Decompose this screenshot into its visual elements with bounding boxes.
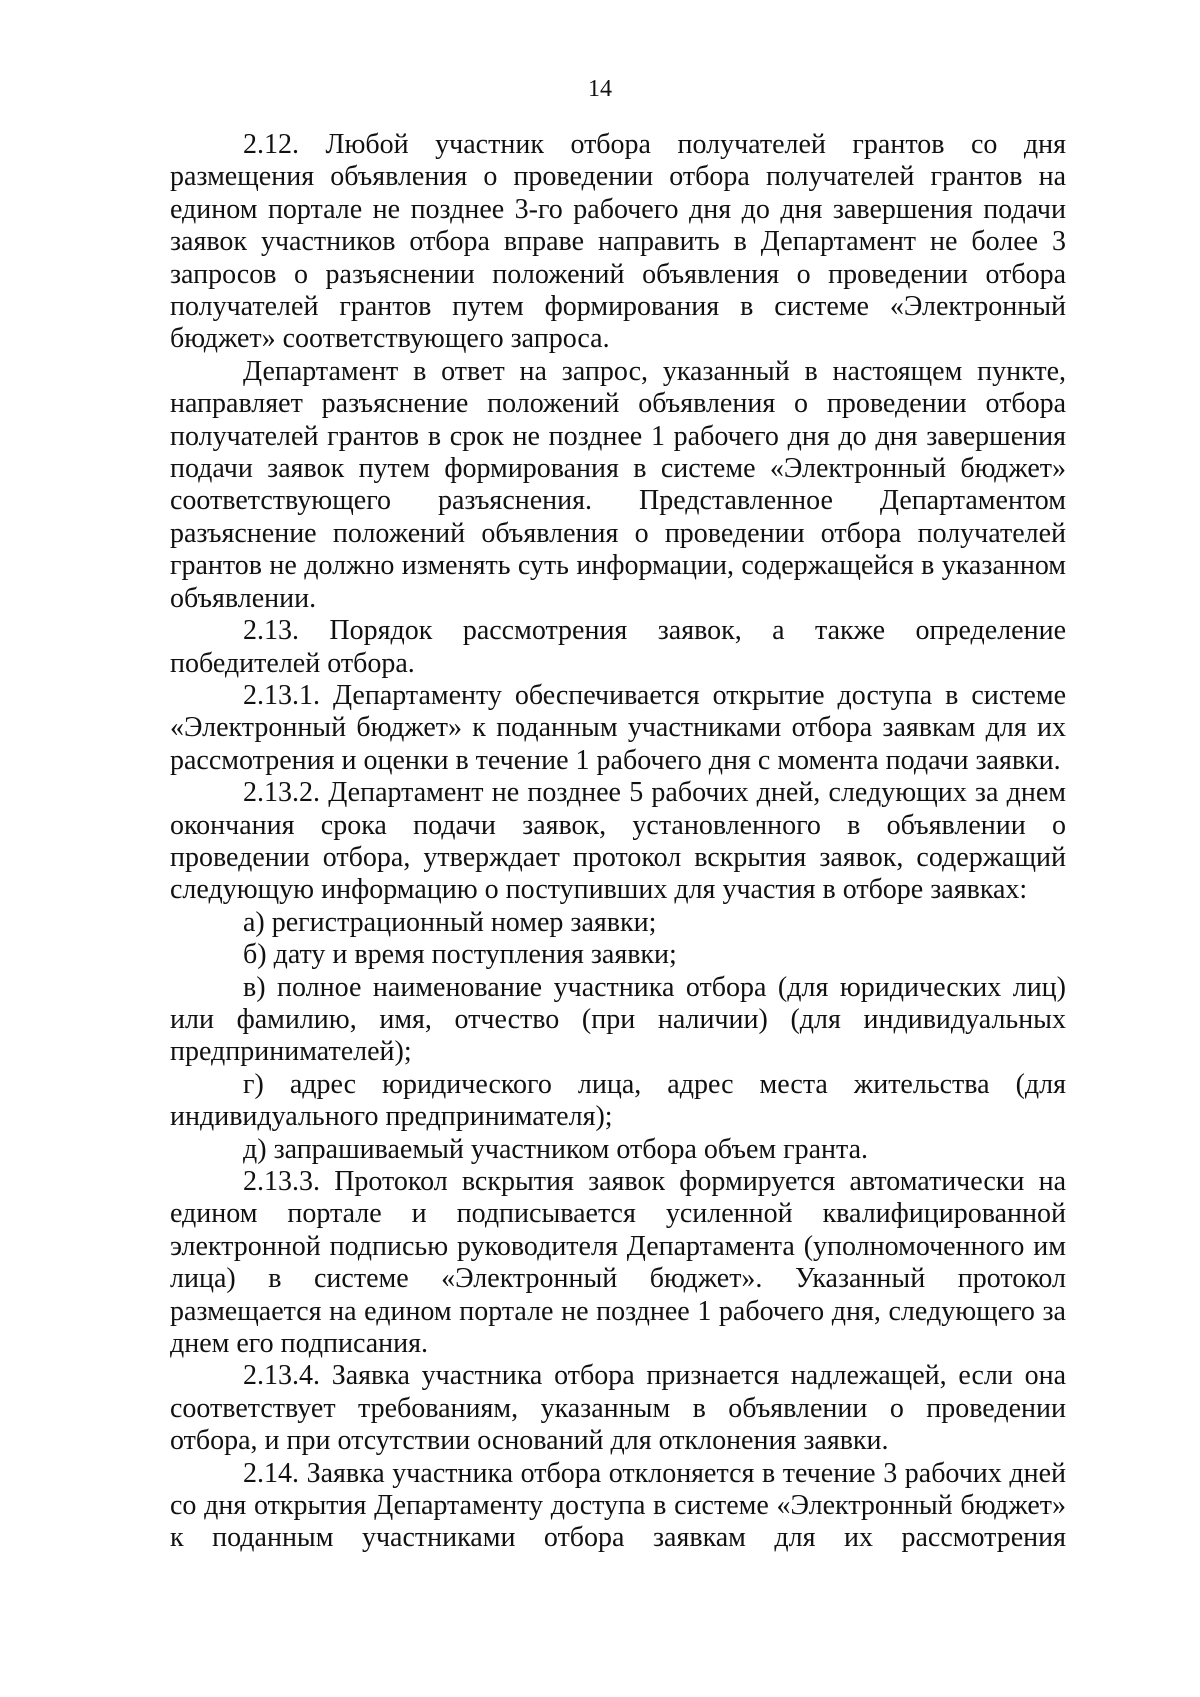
list-item-d: д) запрашиваемый участником отбора объем гранта. — [243, 1133, 868, 1165]
list-item-g: г) адрес юридического лица, адрес места жительства (для индивидуального предпринимателя); — [170, 1068, 1066, 1133]
paragraph-2-12: 2.12. Любой участник отбора получателей грантов со дня размещения объявления о проведении отбора получателей грантов на едином портале не позднее 3-го рабочего дня до дня завершения подачи заявок участников отбора вправе направить в Департамент не более 3 запросов о разъяснении положений объявления о проведении отбора получателей грантов путем формирования в системе «Электронный бюджет» соответствующего запроса. — [170, 129, 1066, 355]
list-item-b: б) дату и время поступления заявки; — [243, 939, 677, 971]
paragraph-2-13-4: 2.13.4. Заявка участника отбора признается надлежащей, если она соответствует требованиям, указанным в объявлении о проведении отбора, и при отсутствии оснований для отклонения заявки. — [170, 1360, 1066, 1457]
list-item-a: а) регистрационный номер заявки; — [243, 906, 657, 938]
paragraph-2-13-1: 2.13.1. Департаменту обеспечивается открытие доступа в системе «Электронный бюджет» к поданным участниками отбора заявкам для их рассмотрения и оценки в течение 1 рабочего дня с момента подачи заявки. — [170, 679, 1066, 776]
paragraph-department-response: Департамент в ответ на запрос, указанный в настоящем пункте, направляет разъяснение положений объявления о проведении отбора получателей грантов в срок не позднее 1 рабочего дня до дня завершения подачи заявок путем формирования в системе «Электронный бюджет» соответствующего разъяснения. Представленное Департаментом разъяснение положений объявления о проведении отбора получателей грантов не должно изменять суть информации, содержащейся в указанном объявлении. — [170, 355, 1066, 614]
document-body — [170, 129, 1066, 1555]
paragraph-2-13: 2.13. Порядок рассмотрения заявок, а также определение победителей отбора. — [170, 615, 1066, 679]
list-item-v: в) полное наименование участника отбора (для юридических лиц) или фамилию, имя, отчество (при наличии) (для индивидуальных предпринимателей); — [170, 971, 1066, 1068]
paragraph-2-13-2: 2.13.2. Департамент не позднее 5 рабочих дней, следующих за днем окончания срока подачи заявок, установленного в объявлении о проведении отбора, утверждает протокол вскрытия заявок, содержащий следующую информацию о поступивших для участия в отборе заявках: — [170, 777, 1066, 906]
page-number: 14 — [588, 76, 612, 102]
paragraph-2-14: 2.14. Заявка участника отбора отклоняется в течение 3 рабочих дней со дня открытия Департаменту доступа в системе «Электронный бюджет» к поданным участниками отбора заявкам для их рассмотрения — [170, 1457, 1066, 1554]
paragraph-2-13-3: 2.13.3. Протокол вскрытия заявок формируется автоматически на едином портале и подписывается усиленной квалифицированной электронной подписью руководителя Департамента (уполномоченного им лица) в системе «Электронный бюджет». Указанный протокол размещается на едином портале не позднее 1 рабочего дня, следующего за днем его подписания. — [170, 1166, 1066, 1360]
